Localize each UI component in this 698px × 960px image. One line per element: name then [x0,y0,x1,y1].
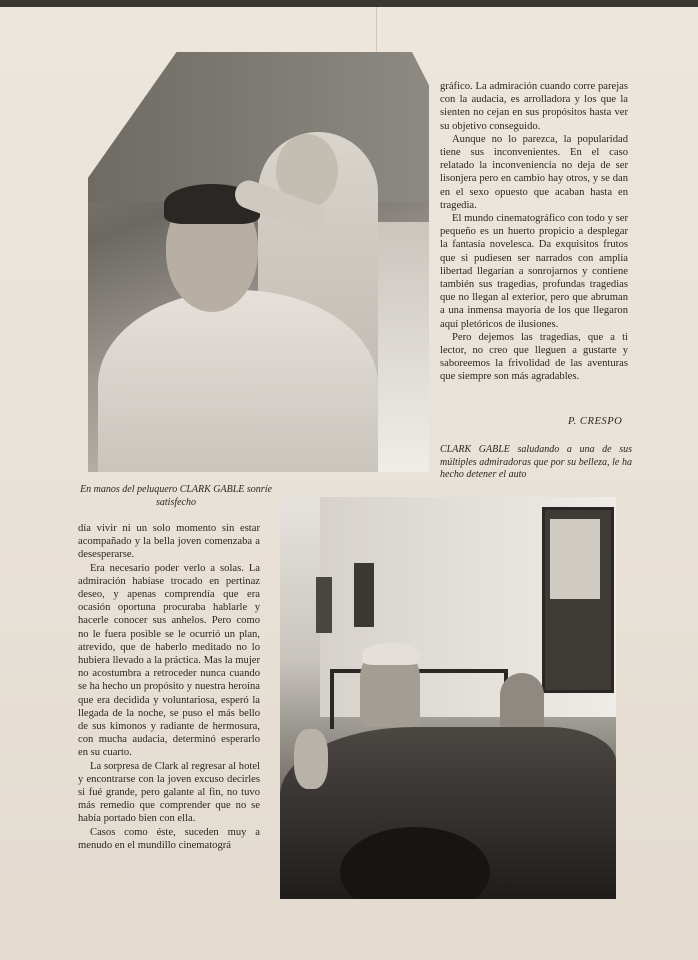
paragraph: Casos como éste, suceden muy a menudo en el mundillo cinematográ [78,826,260,851]
straw-hat [362,643,420,665]
paragraph: Pero dejemos las tragedias, que a ti lector, no creo que lleguen a gustarte y saboreemos la frivolidad de las aventuras que siempre son más agradables. [440,331,628,383]
article-right-column [440,80,628,384]
paragraph: El mundo cinematográfico con todo y ser pequeño es un huerto propicio a desplegar la fantasía novelesca. Da exquisitos frutos que si pudiesen ser narrados con amplia libertad llegarían a sonrojarnos y contiene también sus tragedias, profundas tragedias que no llegan al exterior, pero que abruman a una inmensa mayoría de los que llegaron aquí pletóricos de ilusiones. [440,213,628,330]
article-left-column [78,522,260,852]
paragraph: Era necesario poder verlo a solas. La admiración habíase trocado en pertinaz deseo, y apenas comprendía que era ocasión oportuna procuraba hablarle y hacerle conocer sus anhelos. Pero como no le fuera posible se le ocurrió un plan, atrevido, que de haberlo meditado no lo hubiera llevado a la práctica. Mas la mujer no acostumbra a retroceder nunca cuando se ha hecho un propósito y nuestra heroína que era decidida y voluntariosa, esperó la llegada de la noche, se puso el más bello de sus kimonos y radiante de hermosura, con mucha audacia, determinó esperarlo en su cuarto. [78,562,260,759]
small-window [354,563,374,627]
barber-photo-caption: En manos del peluquero CLARK GABLE sonríe satisfecho [80,484,272,508]
small-window [316,577,332,633]
car-photo [280,497,616,899]
building-window-pane [550,519,600,599]
car-photo-caption: CLARK GABLE saludando a una de sus múltiples admiradoras que por su belleza, le ha hecho detener el auto [440,444,632,480]
barber-cape [98,290,378,472]
scan-top-edge [0,0,698,7]
barber-photo [88,52,429,472]
paragraph: La sorpresa de Clark al regresar al hotel y encontrarse con la joven excuso decirles si fué grande, pero galante al fin, no tuvo más remedio que comprender que no se había portado bien con ella. [78,760,260,825]
paragraph: gráfico. La admiración cuando corre parejas con la audacia, es arrolladora y los que la sienten no cejan en sus propósitos hasta ver su objetivo conseguido. [440,81,628,132]
author-signature: P. CRESPO [568,416,623,427]
driver-figure [500,673,544,729]
headlamp [294,729,328,789]
paragraph: día vivir ni un solo momento sin estar acompañado y la bella joven comenzaba a desesperarse. [78,523,260,561]
paragraph: Aunque no lo parezca, la popularidad tiene sus inconvenientes. En el caso relatado la inconveniencia no deja de ser lisonjera pero en cambio hay otros, y se dan en el sexo opuesto que acaban hasta en tragedia. [440,133,628,211]
